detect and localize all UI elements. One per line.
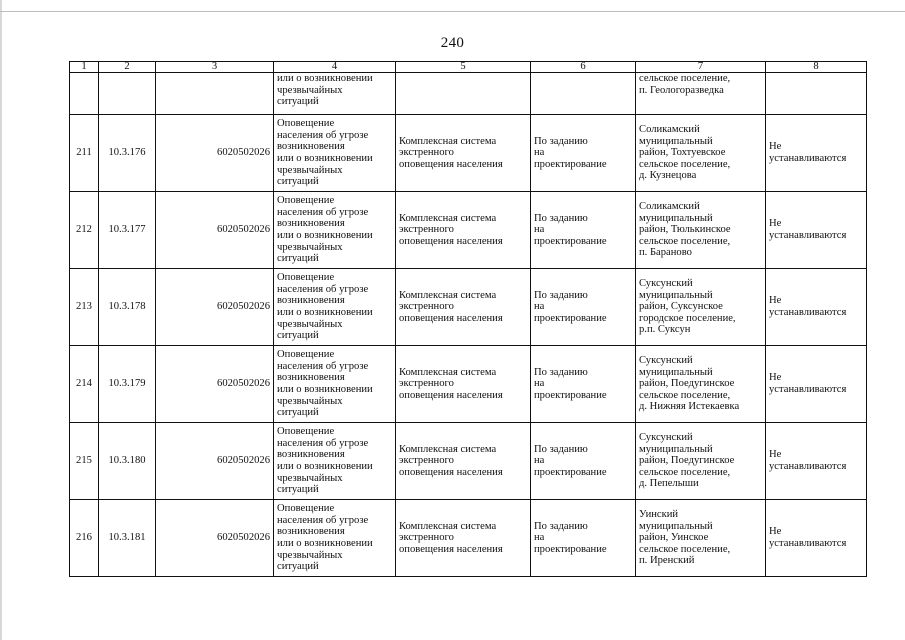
cell-empty bbox=[99, 73, 156, 115]
cell-system: Комплексная система экстренного оповещения населения bbox=[396, 500, 531, 577]
cell-basis: По заданию на проектирование bbox=[531, 115, 636, 192]
table-row bbox=[70, 115, 867, 192]
cell-purpose: Оповещение населения об угрозе возникновения или о возникновении чрезвычайных ситуаций bbox=[274, 500, 396, 577]
cell-number: 215 bbox=[70, 423, 99, 500]
cell-id: 6020502026 bbox=[156, 269, 274, 346]
page-number: 240 bbox=[440, 35, 465, 51]
table-row bbox=[70, 269, 867, 346]
cell-code: 10.3.180 bbox=[99, 423, 156, 500]
cell-restriction: Не устанавливаются bbox=[766, 346, 867, 423]
col-header-8: 8 bbox=[766, 62, 867, 73]
continuation-row bbox=[70, 73, 867, 115]
scan-top-rule bbox=[0, 11, 905, 12]
cell-code: 10.3.181 bbox=[99, 500, 156, 577]
cell-restriction: Не устанавливаются bbox=[766, 423, 867, 500]
cell-empty bbox=[396, 73, 531, 115]
document-table bbox=[69, 61, 867, 577]
col-header-7: 7 bbox=[636, 62, 766, 73]
cell-id: 6020502026 bbox=[156, 115, 274, 192]
cell-system: Комплексная система экстренного оповещения населения bbox=[396, 423, 531, 500]
cell-code: 10.3.177 bbox=[99, 192, 156, 269]
cell-number: 213 bbox=[70, 269, 99, 346]
cell-purpose: Оповещение населения об угрозе возникновения или о возникновении чрезвычайных ситуаций bbox=[274, 423, 396, 500]
cell-location: сельское поселение, п. Геологоразведка bbox=[636, 73, 766, 115]
cell-purpose: Оповещение населения об угрозе возникновения или о возникновении чрезвычайных ситуаций bbox=[274, 269, 396, 346]
cell-empty bbox=[531, 73, 636, 115]
table-row bbox=[70, 346, 867, 423]
cell-system: Комплексная система экстренного оповещения населения bbox=[396, 346, 531, 423]
cell-number: 211 bbox=[70, 115, 99, 192]
table-row bbox=[70, 192, 867, 269]
table-row bbox=[70, 500, 867, 577]
cell-location: Соликамский муниципальный район, Тюлькинское сельское поселение, п. Бараново bbox=[636, 192, 766, 269]
scan-left-edge bbox=[0, 0, 2, 640]
cell-number: 212 bbox=[70, 192, 99, 269]
cell-number: 214 bbox=[70, 346, 99, 423]
cell-location: Суксунский муниципальный район, Поедугинское сельское поселение, д. Пепелыши bbox=[636, 423, 766, 500]
cell-basis: По заданию на проектирование bbox=[531, 192, 636, 269]
cell-id: 6020502026 bbox=[156, 346, 274, 423]
cell-empty bbox=[766, 73, 867, 115]
cell-code: 10.3.176 bbox=[99, 115, 156, 192]
cell-basis: По заданию на проектирование bbox=[531, 423, 636, 500]
col-header-3: 3 bbox=[156, 62, 274, 73]
cell-location: Суксунский муниципальный район, Поедугинское сельское поселение, д. Нижняя Истекаевка bbox=[636, 346, 766, 423]
cell-id: 6020502026 bbox=[156, 423, 274, 500]
col-header-2: 2 bbox=[99, 62, 156, 73]
cell-purpose: Оповещение населения об угрозе возникновения или о возникновении чрезвычайных ситуаций bbox=[274, 346, 396, 423]
col-header-6: 6 bbox=[531, 62, 636, 73]
cell-id: 6020502026 bbox=[156, 500, 274, 577]
cell-restriction: Не устанавливаются bbox=[766, 269, 867, 346]
cell-restriction: Не устанавливаются bbox=[766, 192, 867, 269]
cell-empty bbox=[156, 73, 274, 115]
col-header-1: 1 bbox=[70, 62, 99, 73]
cell-restriction: Не устанавливаются bbox=[766, 500, 867, 577]
cell-empty bbox=[70, 73, 99, 115]
cell-system: Комплексная система экстренного оповещения населения bbox=[396, 269, 531, 346]
cell-basis: По заданию на проектирование bbox=[531, 500, 636, 577]
table-header-row bbox=[70, 62, 867, 73]
cell-id: 6020502026 bbox=[156, 192, 274, 269]
cell-code: 10.3.179 bbox=[99, 346, 156, 423]
cell-purpose: или о возникновении чрезвычайных ситуаций bbox=[274, 73, 396, 115]
cell-location: Суксунский муниципальный район, Суксунское городское поселение, р.п. Суксун bbox=[636, 269, 766, 346]
table-row bbox=[70, 423, 867, 500]
cell-system: Комплексная система экстренного оповещения населения bbox=[396, 115, 531, 192]
cell-location: Соликамский муниципальный район, Тохтуевское сельское поселение, д. Кузнецова bbox=[636, 115, 766, 192]
cell-number: 216 bbox=[70, 500, 99, 577]
cell-system: Комплексная система экстренного оповещения населения bbox=[396, 192, 531, 269]
cell-location: Уинский муниципальный район, Уинское сельское поселение, п. Иренский bbox=[636, 500, 766, 577]
cell-basis: По заданию на проектирование bbox=[531, 269, 636, 346]
cell-purpose: Оповещение населения об угрозе возникновения или о возникновении чрезвычайных ситуаций bbox=[274, 192, 396, 269]
cell-code: 10.3.178 bbox=[99, 269, 156, 346]
col-header-5: 5 bbox=[396, 62, 531, 73]
col-header-4: 4 bbox=[274, 62, 396, 73]
cell-restriction: Не устанавливаются bbox=[766, 115, 867, 192]
cell-basis: По заданию на проектирование bbox=[531, 346, 636, 423]
cell-purpose: Оповещение населения об угрозе возникновения или о возникновении чрезвычайных ситуаций bbox=[274, 115, 396, 192]
